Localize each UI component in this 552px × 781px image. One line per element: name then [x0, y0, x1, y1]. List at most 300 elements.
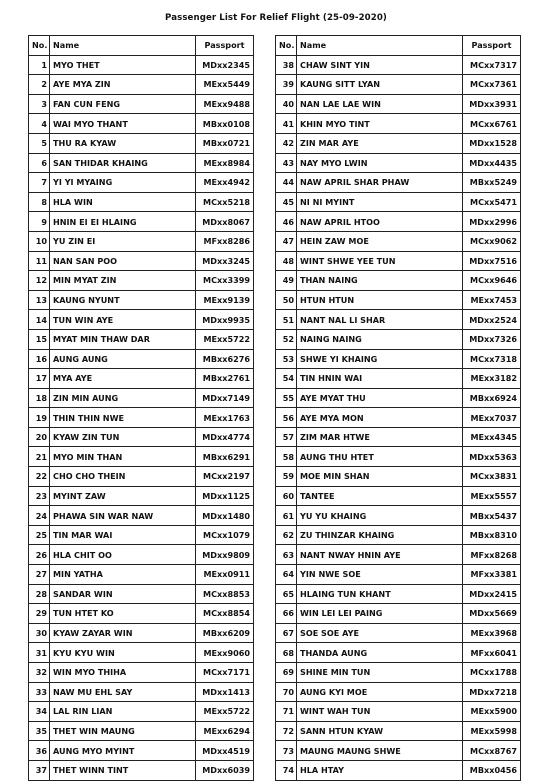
passenger-passport: MBxx6276 — [196, 349, 254, 369]
table-row — [276, 94, 521, 114]
passenger-no: 7 — [29, 173, 50, 193]
passenger-name: CHAW SINT YIN — [297, 55, 463, 75]
passenger-passport: MCxx7317 — [463, 55, 521, 75]
passenger-passport: MCxx7361 — [463, 75, 521, 95]
table-row — [29, 604, 254, 624]
passenger-no: 57 — [276, 427, 297, 447]
passenger-no: 43 — [276, 153, 297, 173]
passenger-passport: MDxx4435 — [463, 153, 521, 173]
passenger-passport: MDxx1480 — [196, 506, 254, 526]
passenger-no: 68 — [276, 643, 297, 663]
passenger-passport: MCxx9062 — [463, 231, 521, 251]
passenger-no: 42 — [276, 133, 297, 153]
passenger-passport: MExx5557 — [463, 486, 521, 506]
passenger-name: NAN LAE LAE WIN — [297, 94, 463, 114]
passenger-passport: MBxx5249 — [463, 173, 521, 193]
passenger-name: TANTEE — [297, 486, 463, 506]
passenger-name: NAW APRIL HTOO — [297, 212, 463, 232]
table-row — [29, 427, 254, 447]
passenger-passport: MDxx5363 — [463, 447, 521, 467]
table-row — [29, 251, 254, 271]
passenger-passport: MDxx1125 — [196, 486, 254, 506]
passenger-passport: MDxx4519 — [196, 741, 254, 761]
table-row — [276, 55, 521, 75]
passenger-name: KYAW ZAYAR WIN — [50, 623, 196, 643]
passenger-no: 58 — [276, 447, 297, 467]
passenger-name: THIN THIN NWE — [50, 408, 196, 428]
passenger-passport: MDxx2524 — [463, 310, 521, 330]
table-row — [29, 506, 254, 526]
passenger-passport: MExx9060 — [196, 643, 254, 663]
passenger-no: 56 — [276, 408, 297, 428]
passenger-no: 54 — [276, 369, 297, 389]
table-row — [276, 212, 521, 232]
passenger-name: KYAW ZIN TUN — [50, 427, 196, 447]
passenger-no: 69 — [276, 663, 297, 683]
passenger-name: MYINT ZAW — [50, 486, 196, 506]
passenger-no: 3 — [29, 94, 50, 114]
passenger-passport: MDxx9935 — [196, 310, 254, 330]
passenger-no: 27 — [29, 565, 50, 585]
passenger-passport: MDxx7149 — [196, 388, 254, 408]
passenger-no: 36 — [29, 741, 50, 761]
passenger-passport: MDxx7326 — [463, 329, 521, 349]
table-row — [276, 604, 521, 624]
table-row — [29, 349, 254, 369]
table-row — [29, 212, 254, 232]
table-row — [29, 467, 254, 487]
passenger-passport: MCxx8854 — [196, 604, 254, 624]
passenger-no: 51 — [276, 310, 297, 330]
passenger-name: FAN CUN FENG — [50, 94, 196, 114]
table-row — [29, 153, 254, 173]
table-row — [29, 55, 254, 75]
passenger-passport: MBxx0721 — [196, 133, 254, 153]
passenger-passport: MDxx3245 — [196, 251, 254, 271]
passenger-no: 20 — [29, 427, 50, 447]
table-row — [276, 565, 521, 585]
passenger-no: 25 — [29, 525, 50, 545]
passenger-name: HLA CHIT OO — [50, 545, 196, 565]
passenger-no: 65 — [276, 584, 297, 604]
passenger-no: 45 — [276, 192, 297, 212]
passenger-passport: MCxx1079 — [196, 525, 254, 545]
table-row — [276, 349, 521, 369]
passenger-no: 5 — [29, 133, 50, 153]
header-passport: Passport — [463, 36, 521, 56]
passenger-name: NAN SAN POO — [50, 251, 196, 271]
passenger-name: SANN HTUN KYAW — [297, 721, 463, 741]
passenger-no: 16 — [29, 349, 50, 369]
passenger-name: ZIN MAR AYE — [297, 133, 463, 153]
passenger-no: 12 — [29, 271, 50, 291]
passenger-name: MOE MIN SHAN — [297, 467, 463, 487]
passenger-passport: MDxx4774 — [196, 427, 254, 447]
passenger-no: 8 — [29, 192, 50, 212]
passenger-name: NAW APRIL SHAR PHAW — [297, 173, 463, 193]
passenger-passport: MExx3182 — [463, 369, 521, 389]
passenger-name: THAN NAING — [297, 271, 463, 291]
passenger-no: 48 — [276, 251, 297, 271]
table-row — [276, 192, 521, 212]
table-row — [29, 663, 254, 683]
passenger-passport: MExx9139 — [196, 290, 254, 310]
passenger-name: ZIN MIN AUNG — [50, 388, 196, 408]
passenger-passport: MFxx3381 — [463, 565, 521, 585]
passenger-no: 11 — [29, 251, 50, 271]
passenger-name: HTUN HTUN — [297, 290, 463, 310]
passenger-name: THET WINN TINT — [50, 760, 196, 780]
document-title: Passenger List For Relief Flight (25-09-2020) — [165, 13, 387, 23]
passenger-no: 4 — [29, 114, 50, 134]
passenger-passport: MExx4942 — [196, 173, 254, 193]
passenger-no: 33 — [29, 682, 50, 702]
passenger-passport: MExx5449 — [196, 75, 254, 95]
passenger-name: MIN YATHA — [50, 565, 196, 585]
passenger-passport: MDxx9809 — [196, 545, 254, 565]
table-row — [29, 271, 254, 291]
passenger-name: MYA AYE — [50, 369, 196, 389]
table-row — [276, 741, 521, 761]
passenger-no: 59 — [276, 467, 297, 487]
passenger-no: 17 — [29, 369, 50, 389]
table-row — [29, 75, 254, 95]
passenger-no: 24 — [29, 506, 50, 526]
passenger-passport: MExx5900 — [463, 702, 521, 722]
passenger-name: THU RA KYAW — [50, 133, 196, 153]
passenger-passport: MDxx2345 — [196, 55, 254, 75]
passenger-name: YU YU KHAING — [297, 506, 463, 526]
passenger-passport: MCxx1788 — [463, 663, 521, 683]
passenger-name: NANT NWAY HNIN AYE — [297, 545, 463, 565]
table-row — [29, 525, 254, 545]
passenger-no: 38 — [276, 55, 297, 75]
passenger-name: MYO THET — [50, 55, 196, 75]
table-row — [276, 545, 521, 565]
passenger-no: 66 — [276, 604, 297, 624]
passenger-name: MYAT MIN THAW DAR — [50, 329, 196, 349]
passenger-passport: MExx7037 — [463, 408, 521, 428]
table-row — [276, 173, 521, 193]
passenger-passport: MDxx3931 — [463, 94, 521, 114]
passenger-name: WIN MYO THIHA — [50, 663, 196, 683]
passenger-no: 31 — [29, 643, 50, 663]
passenger-name: WAI MYO THANT — [50, 114, 196, 134]
passenger-table-left — [28, 35, 254, 781]
passenger-no: 47 — [276, 231, 297, 251]
passenger-no: 22 — [29, 467, 50, 487]
passenger-no: 73 — [276, 741, 297, 761]
table-row — [276, 760, 521, 780]
passenger-name: NANT NAL LI SHAR — [297, 310, 463, 330]
passenger-name: KAUNG NYUNT — [50, 290, 196, 310]
passenger-no: 10 — [29, 231, 50, 251]
passenger-name: AYE MYA MON — [297, 408, 463, 428]
table-header-row — [276, 36, 521, 56]
passenger-name: HLAING TUN KHANT — [297, 584, 463, 604]
table-row — [276, 467, 521, 487]
passenger-name: TUN HTET KO — [50, 604, 196, 624]
passenger-name: TIN HNIN WAI — [297, 369, 463, 389]
passenger-no: 62 — [276, 525, 297, 545]
table-row — [276, 584, 521, 604]
passenger-table-right — [275, 35, 521, 781]
table-row — [276, 447, 521, 467]
passenger-name: YIN NWE SOE — [297, 565, 463, 585]
passenger-passport: MCxx6761 — [463, 114, 521, 134]
table-row — [276, 506, 521, 526]
table-row — [276, 525, 521, 545]
table-row — [276, 486, 521, 506]
passenger-passport: MCxx2197 — [196, 467, 254, 487]
passenger-name: NAW MU EHL SAY — [50, 682, 196, 702]
passenger-passport: MCxx9646 — [463, 271, 521, 291]
table-row — [29, 231, 254, 251]
table-row — [276, 623, 521, 643]
passenger-passport: MDxx1528 — [463, 133, 521, 153]
table-row — [29, 114, 254, 134]
passenger-passport: MExx4345 — [463, 427, 521, 447]
passenger-no: 61 — [276, 506, 297, 526]
passenger-passport: MCxx7318 — [463, 349, 521, 369]
passenger-name: YI YI MYAING — [50, 173, 196, 193]
passenger-passport: MDxx7516 — [463, 251, 521, 271]
passenger-passport: MFxx8286 — [196, 231, 254, 251]
passenger-no: 74 — [276, 760, 297, 780]
passenger-passport: MFxx8268 — [463, 545, 521, 565]
table-row — [276, 369, 521, 389]
table-row — [29, 565, 254, 585]
passenger-no: 71 — [276, 702, 297, 722]
passenger-passport: MExx7453 — [463, 290, 521, 310]
passenger-passport: MBxx6924 — [463, 388, 521, 408]
passenger-passport: MFxx6041 — [463, 643, 521, 663]
table-row — [29, 369, 254, 389]
passenger-name: HLA WIN — [50, 192, 196, 212]
table-row — [29, 290, 254, 310]
passenger-passport: MExx6294 — [196, 721, 254, 741]
passenger-no: 14 — [29, 310, 50, 330]
passenger-name: WINT SHWE YEE TUN — [297, 251, 463, 271]
passenger-name: AUNG KYI MOE — [297, 682, 463, 702]
table-row — [29, 486, 254, 506]
passenger-no: 37 — [29, 760, 50, 780]
table-row — [276, 271, 521, 291]
passenger-no: 32 — [29, 663, 50, 683]
passenger-name: LAL RIN LIAN — [50, 702, 196, 722]
passenger-passport: MExx1763 — [196, 408, 254, 428]
table-row — [29, 623, 254, 643]
table-row — [276, 133, 521, 153]
passenger-passport: MExx8984 — [196, 153, 254, 173]
passenger-no: 30 — [29, 623, 50, 643]
passenger-passport: MCxx5218 — [196, 192, 254, 212]
header-no: No. — [29, 36, 50, 56]
table-row — [276, 663, 521, 683]
passenger-no: 35 — [29, 721, 50, 741]
passenger-no: 72 — [276, 721, 297, 741]
header-passport: Passport — [196, 36, 254, 56]
table-row — [29, 682, 254, 702]
passenger-no: 6 — [29, 153, 50, 173]
table-row — [276, 408, 521, 428]
passenger-passport: MDxx1413 — [196, 682, 254, 702]
passenger-name: SHINE MIN TUN — [297, 663, 463, 683]
passenger-name: SANDAR WIN — [50, 584, 196, 604]
passenger-no: 9 — [29, 212, 50, 232]
passenger-no: 19 — [29, 408, 50, 428]
passenger-no: 21 — [29, 447, 50, 467]
passenger-name: SOE SOE AYE — [297, 623, 463, 643]
passenger-no: 39 — [276, 75, 297, 95]
passenger-name: HEIN ZAW MOE — [297, 231, 463, 251]
table-row — [29, 741, 254, 761]
passenger-name: NI NI MYINT — [297, 192, 463, 212]
passenger-no: 46 — [276, 212, 297, 232]
passenger-no: 63 — [276, 545, 297, 565]
passenger-name: KYU KYU WIN — [50, 643, 196, 663]
table-row — [276, 643, 521, 663]
passenger-no: 60 — [276, 486, 297, 506]
passenger-passport: MCxx8853 — [196, 584, 254, 604]
passenger-no: 55 — [276, 388, 297, 408]
table-row — [29, 702, 254, 722]
passenger-passport: MCxx5471 — [463, 192, 521, 212]
passenger-no: 53 — [276, 349, 297, 369]
table-row — [29, 408, 254, 428]
passenger-name: WIN LEI LEI PAING — [297, 604, 463, 624]
passenger-passport: MDxx6039 — [196, 760, 254, 780]
passenger-name: ZU THINZAR KHAING — [297, 525, 463, 545]
passenger-name: KAUNG SITT LYAN — [297, 75, 463, 95]
passenger-passport: MBxx0456 — [463, 760, 521, 780]
passenger-name: PHAWA SIN WAR NAW — [50, 506, 196, 526]
passenger-passport: MCxx7171 — [196, 663, 254, 683]
table-row — [276, 427, 521, 447]
passenger-name: THET WIN MAUNG — [50, 721, 196, 741]
table-row — [276, 290, 521, 310]
passenger-no: 70 — [276, 682, 297, 702]
table-row — [276, 388, 521, 408]
passenger-no: 26 — [29, 545, 50, 565]
passenger-name: AYE MYAT THU — [297, 388, 463, 408]
passenger-name: TIN MAR WAI — [50, 525, 196, 545]
passenger-name: ZIM MAR HTWE — [297, 427, 463, 447]
table-row — [29, 447, 254, 467]
passenger-passport: MBxx2761 — [196, 369, 254, 389]
passenger-no: 40 — [276, 94, 297, 114]
passenger-passport: MDxx2996 — [463, 212, 521, 232]
passenger-passport: MExx3968 — [463, 623, 521, 643]
table-row — [29, 192, 254, 212]
passenger-passport: MExx5722 — [196, 702, 254, 722]
passenger-passport: MDxx5669 — [463, 604, 521, 624]
passenger-name: SAN THIDAR KHAING — [50, 153, 196, 173]
passenger-passport: MBxx5437 — [463, 506, 521, 526]
passenger-no: 34 — [29, 702, 50, 722]
table-row — [29, 545, 254, 565]
passenger-passport: MBxx0108 — [196, 114, 254, 134]
passenger-passport: MDxx8067 — [196, 212, 254, 232]
passenger-no: 18 — [29, 388, 50, 408]
table-header-row — [29, 36, 254, 56]
passenger-name: MIN MYAT ZIN — [50, 271, 196, 291]
passenger-name: KHIN MYO TINT — [297, 114, 463, 134]
passenger-no: 67 — [276, 623, 297, 643]
passenger-passport: MBxx6291 — [196, 447, 254, 467]
header-name: Name — [50, 36, 196, 56]
passenger-passport: MExx5998 — [463, 721, 521, 741]
table-row — [276, 251, 521, 271]
passenger-no: 41 — [276, 114, 297, 134]
table-row — [29, 329, 254, 349]
passenger-passport: MCxx3831 — [463, 467, 521, 487]
passenger-passport: MExx0911 — [196, 565, 254, 585]
table-row — [29, 388, 254, 408]
passenger-no: 44 — [276, 173, 297, 193]
passenger-no: 50 — [276, 290, 297, 310]
table-row — [276, 310, 521, 330]
passenger-no: 2 — [29, 75, 50, 95]
table-row — [29, 584, 254, 604]
passenger-name: YU ZIN EI — [50, 231, 196, 251]
passenger-no: 28 — [29, 584, 50, 604]
passenger-name: AUNG THU HTET — [297, 447, 463, 467]
table-row — [29, 133, 254, 153]
passenger-name: HLA HTAY — [297, 760, 463, 780]
passenger-name: HNIN EI EI HLAING — [50, 212, 196, 232]
passenger-name: NAING NAING — [297, 329, 463, 349]
table-row — [29, 173, 254, 193]
header-name: Name — [297, 36, 463, 56]
passenger-name: AUNG MYO MYINT — [50, 741, 196, 761]
table-row — [276, 75, 521, 95]
passenger-no: 49 — [276, 271, 297, 291]
passenger-no: 15 — [29, 329, 50, 349]
table-row — [276, 329, 521, 349]
passenger-name: MAUNG MAUNG SHWE — [297, 741, 463, 761]
table-row — [276, 231, 521, 251]
passenger-name: MYO MIN THAN — [50, 447, 196, 467]
table-row — [276, 114, 521, 134]
passenger-no: 23 — [29, 486, 50, 506]
passenger-passport: MExx9488 — [196, 94, 254, 114]
passenger-name: SHWE YI KHAING — [297, 349, 463, 369]
passenger-name: NAY MYO LWIN — [297, 153, 463, 173]
passenger-no: 29 — [29, 604, 50, 624]
table-row — [29, 310, 254, 330]
passenger-no: 1 — [29, 55, 50, 75]
passenger-name: CHO CHO THEIN — [50, 467, 196, 487]
passenger-passport: MDxx7218 — [463, 682, 521, 702]
passenger-name: WINT WAH TUN — [297, 702, 463, 722]
passenger-passport: MBxx8310 — [463, 525, 521, 545]
passenger-name: AUNG AUNG — [50, 349, 196, 369]
table-row — [276, 153, 521, 173]
passenger-passport: MBxx6209 — [196, 623, 254, 643]
table-row — [29, 643, 254, 663]
passenger-no: 64 — [276, 565, 297, 585]
passenger-no: 52 — [276, 329, 297, 349]
table-row — [276, 702, 521, 722]
passenger-passport: MCxx3399 — [196, 271, 254, 291]
passenger-passport: MExx5722 — [196, 329, 254, 349]
passenger-name: THANDA AUNG — [297, 643, 463, 663]
table-row — [276, 682, 521, 702]
passenger-no: 13 — [29, 290, 50, 310]
header-no: No. — [276, 36, 297, 56]
passenger-passport: MDxx2415 — [463, 584, 521, 604]
